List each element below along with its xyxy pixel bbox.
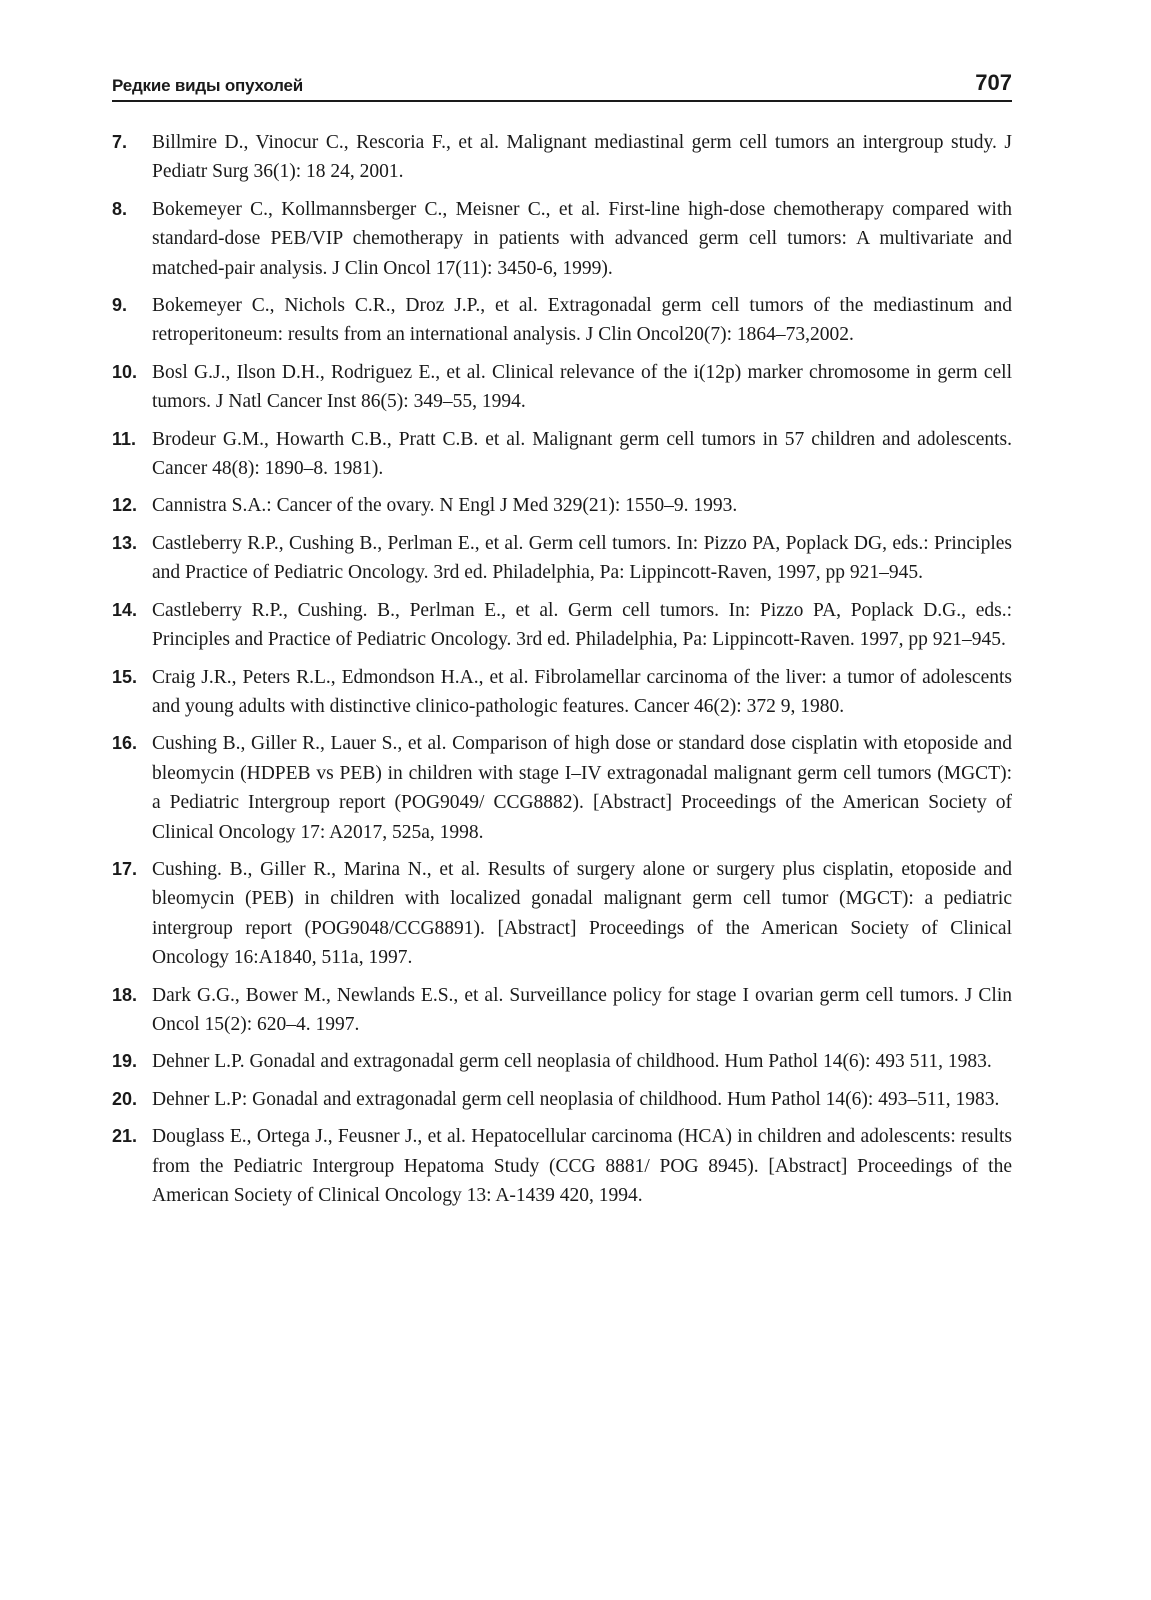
reference-number: 21. <box>112 1126 138 1147</box>
reference-number: 15. <box>112 666 138 687</box>
reference-number: 9. <box>112 295 128 316</box>
reference-item <box>112 729 1012 847</box>
reference-number: 18. <box>112 984 138 1005</box>
reference-text: Billmire D., Vinocur C., Rescoria F., et al. Malignant mediastinal germ cell tumors an intergroup study. J Pediatr Surg 36(1): 18 24, 2001. <box>152 132 1012 183</box>
reference-item <box>112 491 1012 520</box>
reference-item <box>112 529 1012 588</box>
reference-item <box>112 596 1012 655</box>
reference-text: Dehner L.P: Gonadal and extragonadal germ cell neoplasia of childhood. Hum Pathol 14(6): 493–511, 1983. <box>152 1088 1000 1110</box>
reference-text: Cushing B., Giller R., Lauer S., et al. Comparison of high dose or standard dose cisplatin with etoposide and bleomycin (HDPEB vs PEB) in children with stage I–IV extragonadal malignant germ cell tumors (MGCT): a Pediatric Intergroup report (POG9049/ CCG8882). [Abstract] Proceedings of the American Society of Clinical Oncology 17: A2017, 525a, 1998. <box>152 733 1012 843</box>
reference-text: Bosl G.J., Ilson D.H., Rodriguez E., et al. Clinical relevance of the i(12p) marker chromosome in germ cell tumors. J Natl Cancer Inst 86(5): 349–55, 1994. <box>152 361 1012 413</box>
reference-text: Castleberry R.P., Cushing B., Perlman E., et al. Germ cell tumors. In: Pizzo PA, Poplack DG, eds.: Principles and Practice of Pediatric Oncology. 3rd ed. Philadelphia, Pa: Lippincott-Raven, 1997, pp 921–945. <box>152 532 1012 584</box>
reference-item <box>112 1047 1012 1076</box>
reference-text: Bokemeyer C., Nichols C.R., Droz J.P., et al. Extragonadal germ cell tumors of the mediastinum and retroperitoneum: results from an international analysis. J Clin Oncol20(7): 1864–73,2002. <box>152 295 1012 346</box>
reference-number: 10. <box>112 361 138 382</box>
reference-item <box>112 291 1012 350</box>
reference-item <box>112 981 1012 1040</box>
book-page <box>112 70 1012 1218</box>
reference-list <box>112 128 1012 1210</box>
reference-number: 7. <box>112 132 128 152</box>
reference-text: Bokemeyer C., Kollmannsberger C., Meisner C., et al. First-line high-dose chemotherapy compared with standard-dose PEB/VIP chemotherapy in patients with advanced germ cell tumors: A multivariate and matched-pair analysis. J Clin Oncol 17(11): 3450-6, 1999). <box>152 198 1012 279</box>
chapter-title: Редкие виды опухолей <box>112 76 304 95</box>
running-header <box>112 70 1012 102</box>
reference-number: 16. <box>112 733 138 754</box>
reference-item <box>112 1085 1012 1114</box>
reference-item <box>112 128 1012 187</box>
reference-text: Douglass E., Ortega J., Feusner J., et al. Hepatocellular carcinoma (HCA) in children and adolescents: results from the Pediatric Intergroup Hepatoma Study (CCG 8881/ POG 8945). [Abstract] Proceedings of the American Society of Clinical Oncology 13: A-1439 420, 1994. <box>152 1126 1012 1206</box>
reference-text: Craig J.R., Peters R.L., Edmondson H.A., et al. Fibrolamellar carcinoma of the liver: a tumor of adolescents and young adults with distinctive clinico-pathologic features. Cancer 46(2): 372 9, 1980. <box>152 666 1012 717</box>
reference-text: Cannistra S.A.: Cancer of the ovary. N Engl J Med 329(21): 1550–9. 1993. <box>152 495 738 517</box>
reference-item <box>112 195 1012 283</box>
reference-text: Brodeur G.M., Howarth C.B., Pratt C.B. et al. Malignant germ cell tumors in 57 children and adolescents. Cancer 48(8): 1890–8. 1981). <box>152 428 1012 480</box>
reference-number: 8. <box>112 198 128 219</box>
reference-number: 19. <box>112 1051 138 1072</box>
reference-number: 20. <box>112 1088 138 1109</box>
reference-text: Dark G.G., Bower M., Newlands E.S., et al. Surveillance policy for stage I ovarian germ cell tumors. J Clin Oncol 15(2): 620–4. 1997. <box>152 984 1012 1035</box>
reference-number: 13. <box>112 532 138 553</box>
reference-number: 11. <box>112 428 137 449</box>
reference-item <box>112 663 1012 722</box>
reference-text: Cushing. B., Giller R., Marina N., et al. Results of surgery alone or surgery plus cisplatin, etoposide and bleomycin (PEB) in children with localized gonadal malignant germ cell tumor (MGCT): a pediatric intergroup report (POG9048/CCG8891). [Abstract] Proceedings of the American Society of Clinical Oncology 16:A1840, 511a, 1997. <box>152 858 1012 969</box>
reference-text: Castleberry R.P., Cushing. B., Perlman E., et al. Germ cell tumors. In: Pizzo PA, Poplack D.G., eds.: Principles and Practice of Pediatric Oncology. 3rd ed. Philadelphia, Pa: Lippincott-Raven. 1997, pp 921–945. <box>152 599 1012 651</box>
reference-item <box>112 425 1012 484</box>
reference-number: 14. <box>112 599 138 620</box>
page-number: 707 <box>975 70 1012 95</box>
reference-number: 17. <box>112 858 138 879</box>
reference-item <box>112 1122 1012 1210</box>
reference-number: 12. <box>112 495 138 516</box>
reference-item <box>112 358 1012 417</box>
reference-text: Dehner L.P. Gonadal and extragonadal germ cell neoplasia of childhood. Hum Pathol 14(6): 493 511, 1983. <box>152 1051 992 1073</box>
reference-item <box>112 855 1012 973</box>
